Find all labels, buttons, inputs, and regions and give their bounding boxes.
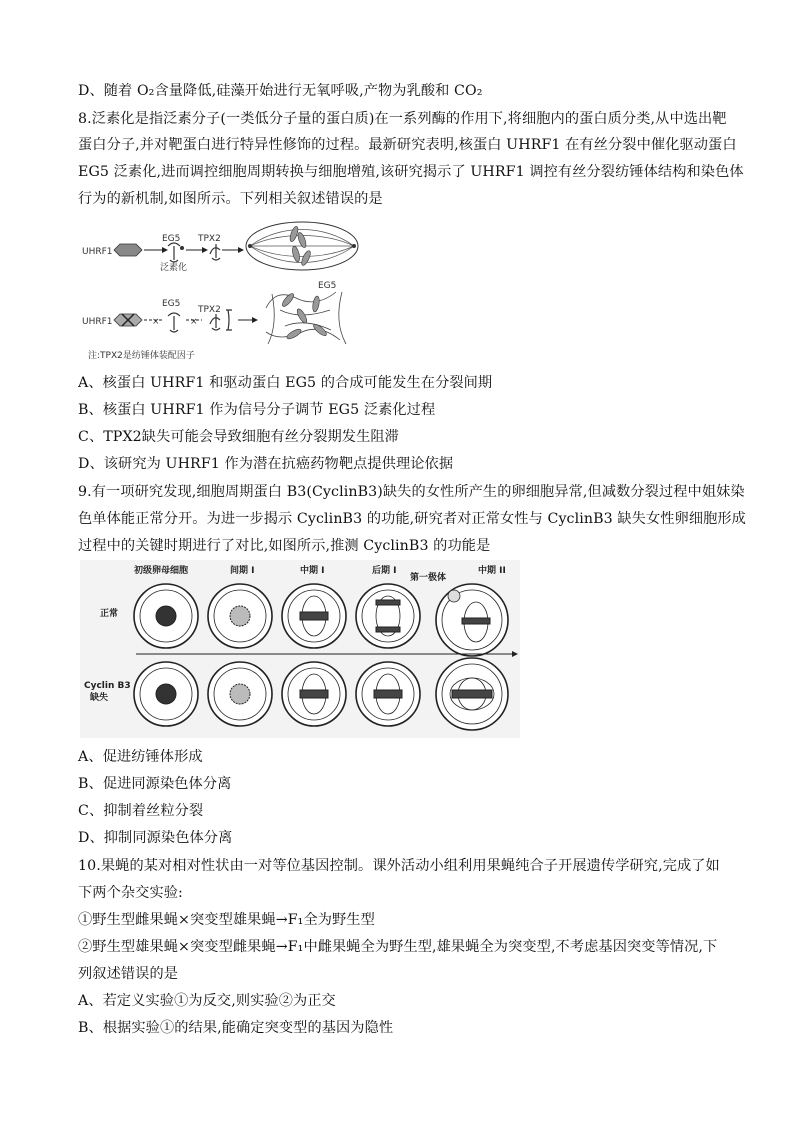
q9-option-b: B、促进同源染色体分离 [78, 776, 232, 792]
fig1-tpx2-label-bottom: TPX2 [198, 305, 221, 315]
normal-spindle-icon [246, 222, 358, 270]
q10-option-b: B、根据实验①的结果,能确定突变型的基因为隐性 [78, 1020, 394, 1036]
normal-metaphase1-cell [282, 584, 346, 648]
q9-option-a: A、促进纺锤体形成 [78, 749, 203, 765]
deficient-stage3-cell [436, 658, 508, 730]
tpx2-icon-bottom [210, 314, 220, 330]
q8-figure [80, 214, 370, 364]
q8-option-d: D、该研究为 UHRF1 作为潜在抗癌药物靶点提供理论依据 [78, 456, 454, 472]
tpx2-icon [210, 244, 220, 260]
q9-stem-line-1: 9.有一项研究发现,细胞周期蛋白 B3(CyclinB3)缺失的女性所产生的卵细胞异常,但减数分裂过程中姐妹染 [78, 484, 745, 500]
deficient-oocyte-cell [134, 662, 198, 726]
fig2-row-deficient-label-1: Cyclin B3 [84, 681, 131, 691]
q7-option-d: D、随着 O₂含量降低,硅藻开始进行无氧呼吸,产物为乳酸和 CO₂ [78, 83, 483, 99]
q10-stem-line-1: 10.果蝇的某对相对性状由一对等位基因控制。课外活动小组利用果蝇纯合子开展遗传学研究,完成了如 [78, 858, 720, 874]
uhrf1-protein-icon [114, 244, 142, 256]
normal-oocyte-cell [134, 584, 198, 648]
q10-option-a: A、若定义实验①为反交,则实验②为正交 [78, 993, 336, 1009]
fig1-tpx2-label-top: TPX2 [198, 234, 221, 244]
fig2-row-deficient-label-2: 缺失 [90, 693, 109, 703]
fig1-eg5-label-bottom: EG5 [162, 299, 181, 309]
q8-option-a: A、核蛋白 UHRF1 和驱动蛋白 EG5 的合成可能发生在分裂间期 [78, 375, 493, 391]
fig2-header-2: 中期 I [300, 566, 325, 576]
fig2-header-1: 间期 I [230, 566, 255, 576]
fig1-ubiquitination-label: 泛素化 [160, 263, 188, 273]
eg5-motor-icon-bottom [168, 313, 180, 332]
fig2-row-normal-label: 正常 [100, 609, 119, 619]
fig1-block-mark: × [152, 317, 160, 327]
fig1-uhrf1-label-top: UHRF1 [82, 247, 113, 257]
fig2-polar-body-label: 第一极体 [410, 573, 447, 583]
q9-stem-line-2: 色单体能正常分开。为进一步揭示 CyclinB3 的功能,研究者对正常女性与 CyclinB3 缺失女性卵细胞形成 [78, 511, 746, 527]
fig1-eg5-label-top: EG5 [162, 234, 181, 244]
deficient-metaphase1-cell [282, 662, 346, 726]
q9-option-c: C、抑制着丝粒分裂 [78, 803, 204, 819]
svg-text:×: × [190, 317, 198, 327]
q8-stem-line-4: 行为的新机制,如图所示。下列相关叙述错误的是 [78, 191, 383, 207]
polar-body-icon [448, 590, 460, 602]
q10-experiment-1: ①野生型雌果蝇×突变型雄果蝇→F₁全为野生型 [78, 912, 375, 928]
q8-stem-line-1: 8.泛素化是指泛素分子(一类低分子量的蛋白质)在一系列酶的作用下,将细胞内的蛋白质分类,从中选出靶 [78, 111, 727, 127]
q10-stem-line-5: 列叙述错误的是 [78, 966, 179, 982]
abnormal-spindle-icon [266, 292, 346, 344]
fig1-note: 注:TPX2是纺锤体装配因子 [88, 351, 195, 361]
q8-stem-line-3: EG5 泛素化,进而调控细胞周期转换与细胞增殖,该研究揭示了 UHRF1 调控有丝分裂纺锤体结构和染色体 [78, 164, 744, 180]
q9-stem-line-3: 过程中的关键时期进行了对比,如图所示,推测 CyclinB3 的功能是 [78, 538, 491, 554]
q8-stem-line-2: 蛋白分子,并对靶蛋白进行特异性修饰的过程。最新研究表明,核蛋白 UHRF1 在有丝分裂中催化驱动蛋白 [78, 137, 737, 153]
fig1-eg5-label-spindle: EG5 [318, 281, 337, 291]
q10-stem-line-2: 下两个杂交实验: [78, 885, 183, 901]
deficient-interphase-cell [208, 662, 272, 726]
q9-figure [80, 560, 520, 738]
normal-interphase-cell [208, 584, 272, 648]
fig1-uhrf1-label-bottom: UHRF1 [82, 317, 113, 327]
deficient-stage2-cell [356, 662, 420, 726]
q9-option-d: D、抑制同源染色体分离 [78, 830, 233, 846]
q8-option-b: B、核蛋白 UHRF1 作为信号分子调节 EG5 泛素化过程 [78, 402, 436, 418]
fig2-header-0: 初级卵母细胞 [134, 566, 189, 576]
eg5-motor-icon [168, 243, 180, 262]
q10-experiment-2: ②野生型雄果蝇×突变型雌果蝇→F₁中雌果蝇全为野生型,雄果蝇全为突变型,不考虑基因突变等情况,下 [78, 939, 718, 955]
normal-metaphase2-cell [436, 584, 508, 656]
q8-option-c: C、TPX2缺失可能会导致细胞有丝分裂期发生阻滞 [78, 429, 399, 445]
fig2-header-3: 后期 I [372, 566, 397, 576]
fig2-header-4: 中期 II [478, 566, 506, 576]
normal-anaphase1-cell [356, 584, 420, 648]
